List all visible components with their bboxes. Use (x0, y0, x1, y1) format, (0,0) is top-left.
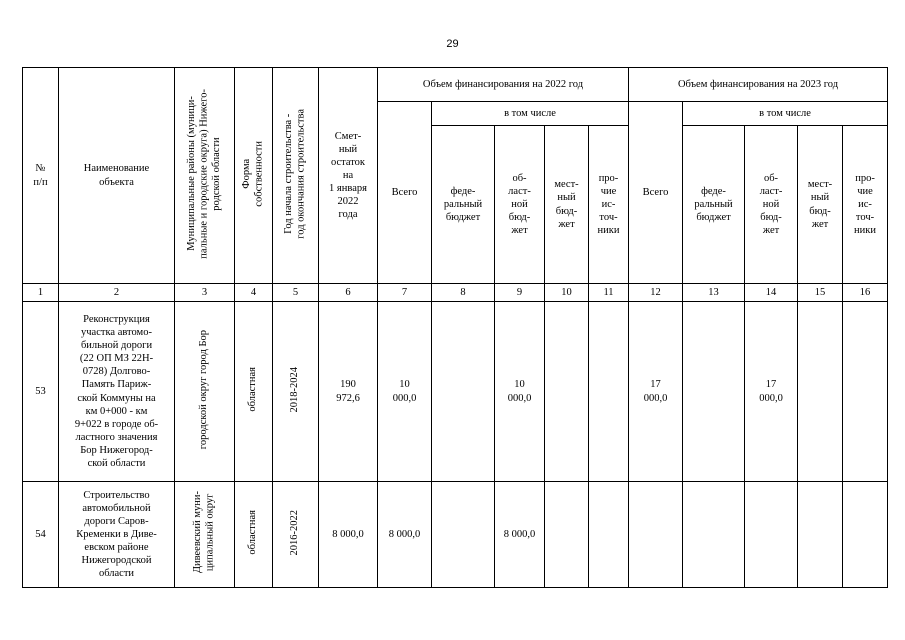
header-other-2023: про- чие ис- точ- ники (843, 126, 888, 284)
column-number: 1 (23, 284, 59, 302)
header-fin-2023: Объем финансирования на 2023 год (629, 68, 888, 102)
financing-table (22, 67, 888, 588)
header-row-1 (23, 68, 888, 102)
row-federal-2022 (432, 302, 495, 482)
column-number: 13 (683, 284, 745, 302)
row-ownership-cell (235, 302, 273, 482)
row-regional-2023 (745, 482, 798, 588)
header-balance: Смет- ный остаток на 1 января 2022 года (319, 68, 378, 284)
column-number: 10 (545, 284, 589, 302)
row-years-cell (273, 482, 319, 588)
header-regional-2022: об- ласт- ной бюд- жет (495, 126, 545, 284)
row-other-2023 (843, 482, 888, 588)
row-other-2022 (589, 482, 629, 588)
column-number: 4 (235, 284, 273, 302)
row-district-cell (175, 482, 235, 588)
row-federal-2023 (683, 302, 745, 482)
row-total-2022: 10 000,0 (378, 302, 432, 482)
header-years-cell (273, 68, 319, 284)
column-number-row (23, 284, 888, 302)
column-number: 8 (432, 284, 495, 302)
row-ownership-cell (235, 482, 273, 588)
table-row (23, 302, 888, 482)
row-local-2023 (798, 302, 843, 482)
page-number: 29 (446, 38, 459, 50)
row-federal-2022 (432, 482, 495, 588)
header-including-2023: в том числе (683, 102, 888, 126)
column-number: 11 (589, 284, 629, 302)
row-ownership: областная (247, 367, 259, 412)
header-num: № п/п (23, 68, 59, 284)
header-local-2022: мест- ный бюд- жет (545, 126, 589, 284)
header-ownership-cell (235, 68, 273, 284)
column-number: 9 (495, 284, 545, 302)
row-district: Дивеевский муни- ципальный округ (191, 491, 216, 574)
row-balance: 8 000,0 (319, 482, 378, 588)
row-district-cell (175, 302, 235, 482)
row-local-2023 (798, 482, 843, 588)
column-number: 5 (273, 284, 319, 302)
row-total-2022: 8 000,0 (378, 482, 432, 588)
row-regional-2023: 17 000,0 (745, 302, 798, 482)
row-balance: 190 972,6 (319, 302, 378, 482)
header-regional-2023: об- ласт- ной бюд- жет (745, 126, 798, 284)
column-number: 15 (798, 284, 843, 302)
header-name: Наименование объекта (59, 68, 175, 284)
row-regional-2022: 10 000,0 (495, 302, 545, 482)
row-district: городской округ город Бор (198, 329, 210, 450)
column-number: 7 (378, 284, 432, 302)
row-total-2023 (629, 482, 683, 588)
row-object-name: Реконструкция участка автомо- бильной дороги (22 ОП МЗ 22Н- 0728) Долгово- Память Париж- ской Коммуны на км 0+000 - км 9+022 в городе об- ластного значения Бор Нижегород- ской области (59, 302, 175, 482)
column-number: 14 (745, 284, 798, 302)
column-number: 12 (629, 284, 683, 302)
header-including-2022: в том числе (432, 102, 629, 126)
table-row (23, 482, 888, 588)
header-total-2023: Всего (629, 102, 683, 284)
row-local-2022 (545, 302, 589, 482)
row-years: 2018-2024 (289, 366, 301, 413)
row-years-cell (273, 302, 319, 482)
header-federal-2022: феде- ральный бюджет (432, 126, 495, 284)
column-number: 16 (843, 284, 888, 302)
header-years: Год начала строительства - год окончания строительства (282, 108, 307, 239)
row-num: 54 (23, 482, 59, 588)
header-local-2023: мест- ный бюд- жет (798, 126, 843, 284)
row-total-2023: 17 000,0 (629, 302, 683, 482)
column-number: 3 (175, 284, 235, 302)
column-number: 6 (319, 284, 378, 302)
header-federal-2023: феде- ральный бюджет (683, 126, 745, 284)
row-years: 2016-2022 (289, 509, 301, 556)
header-district-cell (175, 68, 235, 284)
row-local-2022 (545, 482, 589, 588)
header-district: Муниципальные районы (муници- пальные и городские округа) Нижего- родской области (185, 88, 222, 259)
row-object-name: Строительство автомобильной дороги Саров- Кременки в Диве- евском районе Нижегородской области (59, 482, 175, 588)
row-num: 53 (23, 302, 59, 482)
row-other-2022 (589, 302, 629, 482)
header-ownership: Форма собственности (240, 140, 265, 207)
header-fin-2022: Объем финансирования на 2022 год (378, 68, 629, 102)
header-other-2022: про- чие ис- точ- ники (589, 126, 629, 284)
row-federal-2023 (683, 482, 745, 588)
row-regional-2022: 8 000,0 (495, 482, 545, 588)
row-ownership: областная (247, 510, 259, 555)
header-total-2022: Всего (378, 102, 432, 284)
row-other-2023 (843, 302, 888, 482)
column-number: 2 (59, 284, 175, 302)
